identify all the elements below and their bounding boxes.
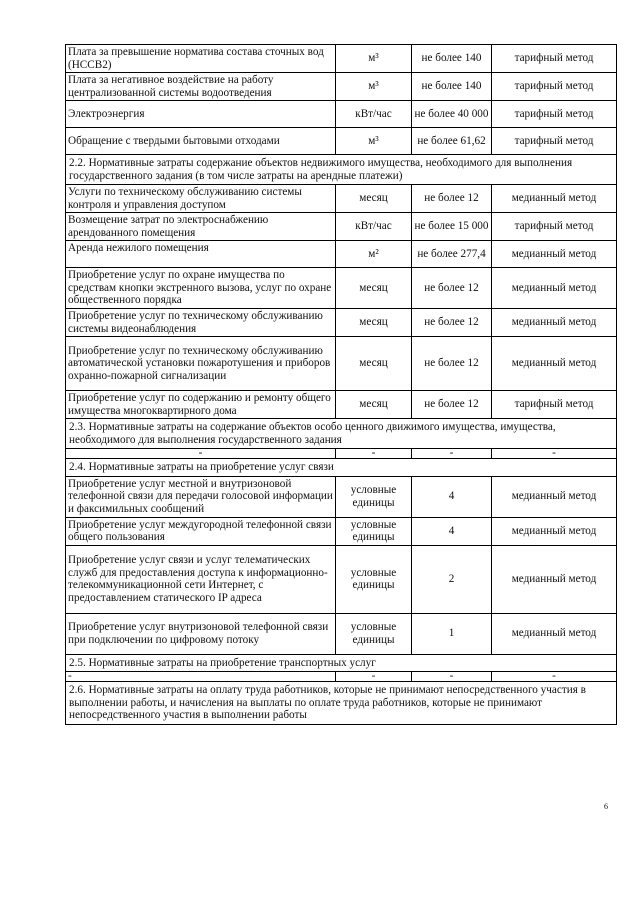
row-name: Электроэнергия bbox=[66, 101, 336, 128]
dash-cell: - bbox=[66, 672, 336, 682]
row-method: медианный метод bbox=[492, 309, 617, 337]
row-name: Приобретение услуг связи и услуг телематических служб для предоставления доступа к информационно-телекоммуникационной сети Интернет, с предоставлением статического IP адреса bbox=[66, 545, 336, 613]
row-value: 4 bbox=[412, 476, 492, 517]
row-name: Плата за негативное воздействие на работу централизованной системы водоотведения bbox=[66, 73, 336, 101]
dash-cell: - bbox=[412, 672, 492, 682]
row-name: Плата за превышение норматива состава сточных вод (НССВ2) bbox=[66, 45, 336, 73]
row-value: не более 12 bbox=[412, 391, 492, 419]
row-unit: условные единицы bbox=[336, 476, 412, 517]
row-method: медианный метод bbox=[492, 337, 617, 391]
row-value: не более 15 000 bbox=[412, 213, 492, 241]
row-unit: месяц bbox=[336, 337, 412, 391]
row-name: Приобретение услуг междугородной телефонной связи общего пользования bbox=[66, 517, 336, 545]
row-unit: кВт/час bbox=[336, 101, 412, 128]
table-row bbox=[66, 101, 617, 128]
section-header bbox=[66, 654, 617, 672]
row-name: Приобретение услуг внутризоновой телефонной связи при подключении по цифровому потоку bbox=[66, 613, 336, 654]
row-method: тарифный метод bbox=[492, 101, 617, 128]
row-method: тарифный метод bbox=[492, 391, 617, 419]
row-unit: м³ bbox=[336, 45, 412, 73]
dash-cell: - bbox=[412, 449, 492, 459]
norm-table bbox=[65, 44, 617, 725]
row-name: Аренда нежилого помещения bbox=[66, 241, 336, 268]
row-value: не более 12 bbox=[412, 337, 492, 391]
row-unit: условные единицы bbox=[336, 613, 412, 654]
row-method: тарифный метод bbox=[492, 128, 617, 155]
row-method: тарифный метод bbox=[492, 213, 617, 241]
row-unit: м³ bbox=[336, 73, 412, 101]
table-row bbox=[66, 391, 617, 419]
table-row bbox=[66, 309, 617, 337]
row-value: 2 bbox=[412, 545, 492, 613]
row-unit: месяц bbox=[336, 391, 412, 419]
section-2-3-title: 2.3. Нормативные затраты на содержание объектов особо ценного движимого имущества, имущества, необходимого для выполнения государственного задания bbox=[66, 419, 617, 449]
row-unit: месяц bbox=[336, 185, 412, 213]
row-unit: кВт/час bbox=[336, 213, 412, 241]
table-row bbox=[66, 545, 617, 613]
dash-row bbox=[66, 449, 617, 459]
table-row bbox=[66, 185, 617, 213]
row-value: не более 140 bbox=[412, 73, 492, 101]
row-unit: м³ bbox=[336, 128, 412, 155]
table-row bbox=[66, 213, 617, 241]
section-header bbox=[66, 682, 617, 725]
section-2-2-title: 2.2. Нормативные затраты содержание объектов недвижимого имущества, необходимого для выполнения государственного задания (в том числе затраты на арендные платежи) bbox=[66, 155, 617, 185]
row-name: Услуги по техническому обслуживанию системы контроля и управления доступом bbox=[66, 185, 336, 213]
row-method: тарифный метод bbox=[492, 73, 617, 101]
section-2-4-title: 2.4. Нормативные затраты на приобретение услуг связи bbox=[66, 459, 617, 477]
row-unit: месяц bbox=[336, 309, 412, 337]
dash-cell: - bbox=[66, 449, 336, 459]
row-name: Приобретение услуг по техническому обслуживанию автоматической установки пожаротушения и приборов охранно-пожарной сигнализации bbox=[66, 337, 336, 391]
dash-cell: - bbox=[336, 672, 412, 682]
row-value: не более 277,4 bbox=[412, 241, 492, 268]
row-value: не более 61,62 bbox=[412, 128, 492, 155]
row-value: не более 12 bbox=[412, 185, 492, 213]
row-value: 1 bbox=[412, 613, 492, 654]
row-value: не более 12 bbox=[412, 309, 492, 337]
row-unit: м² bbox=[336, 241, 412, 268]
table-row bbox=[66, 517, 617, 545]
table-row bbox=[66, 73, 617, 101]
table-row bbox=[66, 613, 617, 654]
section-2-6-title: 2.6. Нормативные затраты на оплату труда работников, которые не принимают непосредственного участия в выполнении работы, и начисления на выплаты по оплате труда работников, которые не принимают непосредственного участия в выполнении работы bbox=[66, 682, 617, 725]
table-row bbox=[66, 45, 617, 73]
row-method: медианный метод bbox=[492, 517, 617, 545]
dash-row bbox=[66, 672, 617, 682]
row-value: не более 40 000 bbox=[412, 101, 492, 128]
row-unit: месяц bbox=[336, 268, 412, 309]
row-unit: условные единицы bbox=[336, 517, 412, 545]
row-method: медианный метод bbox=[492, 185, 617, 213]
row-name: Обращение с твердыми бытовыми отходами bbox=[66, 128, 336, 155]
row-value: не более 140 bbox=[412, 45, 492, 73]
section-header bbox=[66, 459, 617, 477]
section-header bbox=[66, 419, 617, 449]
row-name: Возмещение затрат по электроснабжению арендованного помещения bbox=[66, 213, 336, 241]
table-row bbox=[66, 337, 617, 391]
row-name: Приобретение услуг по содержанию и ремонту общего имущества многоквартирного дома bbox=[66, 391, 336, 419]
row-value: 4 bbox=[412, 517, 492, 545]
row-method: тарифный метод bbox=[492, 45, 617, 73]
dash-cell: - bbox=[336, 449, 412, 459]
row-value: не более 12 bbox=[412, 268, 492, 309]
row-method: медианный метод bbox=[492, 241, 617, 268]
table-row bbox=[66, 476, 617, 517]
row-method: медианный метод bbox=[492, 545, 617, 613]
row-unit: условные единицы bbox=[336, 545, 412, 613]
dash-cell: - bbox=[492, 449, 617, 459]
row-method: медианный метод bbox=[492, 613, 617, 654]
row-method: медианный метод bbox=[492, 476, 617, 517]
table-row bbox=[66, 241, 617, 268]
table-row bbox=[66, 268, 617, 309]
dash-cell: - bbox=[492, 672, 617, 682]
table-row bbox=[66, 128, 617, 155]
row-name: Приобретение услуг по охранe имущества по средствам кнопки экстренного вызова, услуг по охране общественного порядка bbox=[66, 268, 336, 309]
section-header bbox=[66, 155, 617, 185]
section-2-5-title: 2.5. Нормативные затраты на приобретение транспортных услуг bbox=[66, 654, 617, 672]
page-number: 6 bbox=[604, 802, 608, 811]
row-name: Приобретение услуг по техническому обслуживанию системы видеонаблюдения bbox=[66, 309, 336, 337]
row-method: медианный метод bbox=[492, 268, 617, 309]
row-name: Приобретение услуг местной и внутризоновой телефонной связи для передачи голосовой информации и факсимильных сообщений bbox=[66, 476, 336, 517]
